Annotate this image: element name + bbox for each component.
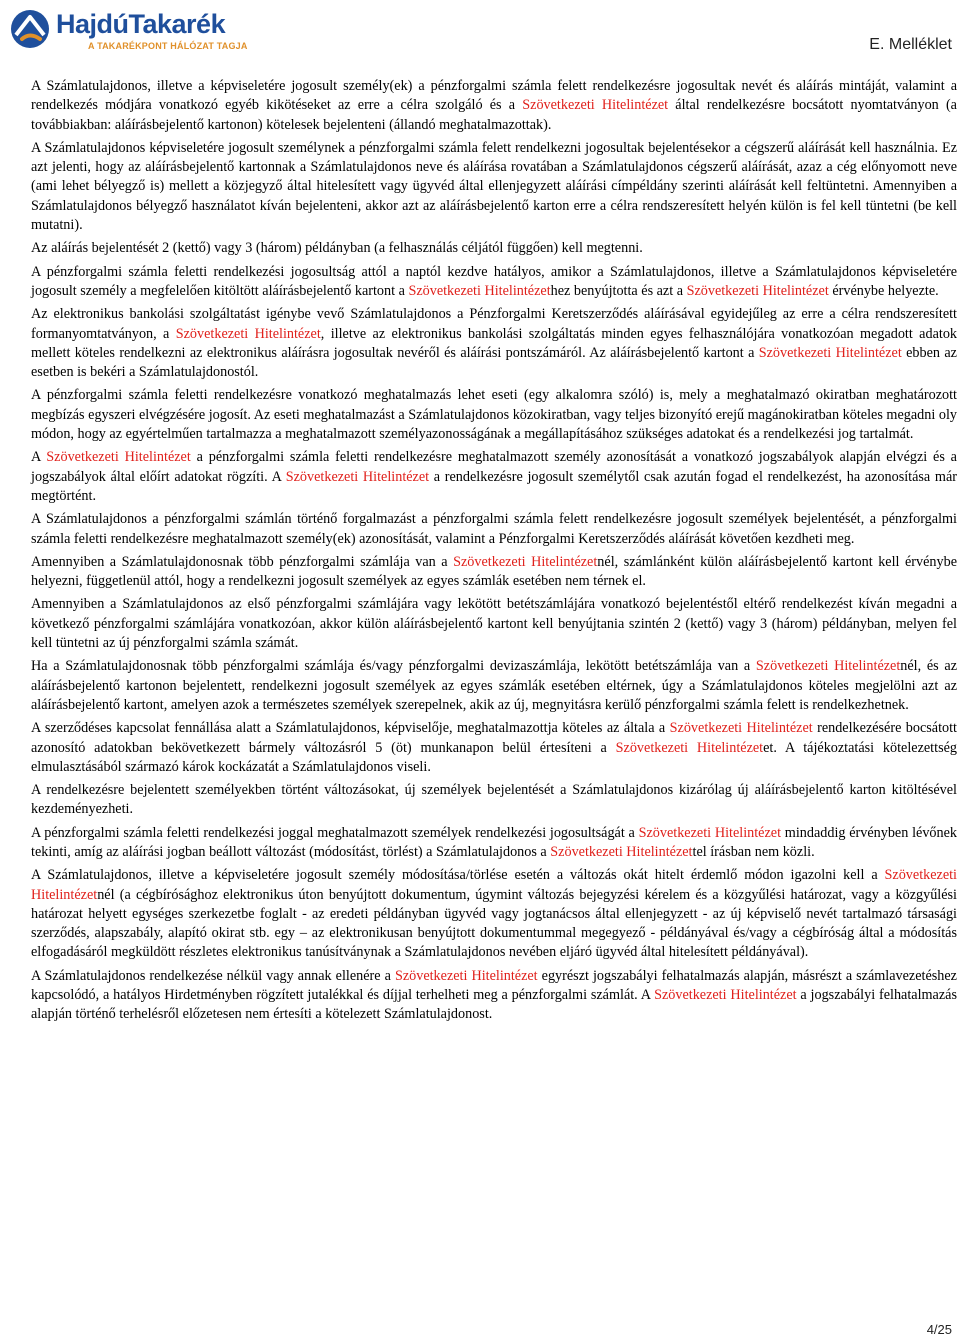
body-paragraph	[31, 305, 957, 382]
body-paragraph	[31, 386, 957, 444]
institution-name-highlight: Szövetkezeti Hitelintézet	[550, 843, 693, 860]
institution-name-highlight: Szövetkezeti Hitelintézet	[408, 282, 551, 299]
institution-name-highlight: Szövetkezeti Hitelintézet	[453, 553, 598, 570]
body-paragraph	[31, 657, 957, 715]
document-body	[31, 77, 957, 1029]
paragraph-text: , illetve az elektronikus bankolási szolgáltatás minden egyes felhasználójára vonatkozóan megadott adatok mellett köteles rendelkezni az elektronikus aláírásra jogosultak nevéről és aláírási pontszámáról. Az aláírásbejelentő kartont a	[31, 325, 958, 361]
annex-label: E. Melléklet	[869, 36, 952, 53]
body-paragraph	[31, 77, 957, 135]
institution-name-highlight: Szövetkezeti Hitelintézet	[755, 658, 901, 675]
paragraph-text: A pénzforgalmi számla feletti rendelkezési jogosultság attól a naptól kezdve hatályos, amikor a Számlatulajdonos, illetve a Számlatulajdonos képviseletére jogosult személy a megfelelően kitöltött aláírásbejelentő kartont a	[31, 263, 957, 299]
paragraph-text: tel írásban nem közli.	[692, 843, 815, 860]
paragraph-text: nél, és az aláírásbejelentő kartonon bejelentett, rendelkezni jogosult személyek az egyes számlák esetében eltérnek, úgy a Számlatulajdonos köteles megjelölni azt az aláírásbejelentő kartont, amelyen azok a természetes személyek szerepelnek, akik az új, megnyitásra kerülő pénzforgalmi számla felett is rendelkezhetnek.	[31, 658, 957, 713]
paragraph-text: Amennyiben a Számlatulajdonos az első pénzforgalmi számlájára vagy lekötött betétszámlájára vonatkozó bejelentéstől eltérő rendelkezést kíván megadni a következő pénzforgalmi számlájára vonatkozóan, akkor külön aláírásbejelentő kartont kell benyújtania szintén 2 (kettő) vagy 3 (három) példányban, melyen fel kell tüntetni az új pénzforgalmi számla számát.	[31, 596, 957, 652]
body-paragraph	[31, 139, 957, 235]
hajdu-takarek-logo	[8, 8, 248, 54]
paragraph-text: A Számlatulajdonos a pénzforgalmi számlán történő forgalmazást a pénzforgalmi számla felett rendelkezésre jogosult személyek bejelentését, a pénzforgalmi számla feletti rendelkezésre meghatalmazott személy(ek) azonosítását, valamint a Pénzforgalmi Keretszerződés aláírását követően kezdheti meg.	[31, 511, 957, 547]
paragraph-text: A Számlatulajdonos, illetve a képviseletére jogosult személy(ek) a pénzforgalmi számla felett rendelkezésre jogosultak nevét és aláírás mintáját, valamint a rendelkezés módjára vonatkozó egyéb kikötéseket az erre a célra szolgáló és a	[31, 78, 957, 114]
paragraph-text: Az aláírás bejelentését 2 (kettő) vagy 3 (három) példányban (a felhasználás céljától függően) kell megtenni.	[31, 240, 643, 257]
paragraph-text: Az elektronikus bankolási szolgáltatást igénybe vevő Számlatulajdonos a Pénzforgalmi Keretszerződés aláírásával egyidejűleg az erre a célra rendszeresített formanyomtatványon, a	[31, 306, 957, 342]
paragraph-text: Ha a Számlatulajdonosnak több pénzforgalmi számlája és/vagy pénzforgalmi devizaszámlája, lekötött betétszámlája van a	[31, 658, 756, 675]
body-paragraph	[31, 595, 957, 653]
body-paragraph	[31, 510, 957, 549]
logo-wordmark	[56, 9, 225, 39]
paragraph-text: A pénzforgalmi számla feletti rendelkezési joggal meghatalmazott személyek rendelkezési jogosultságát a	[31, 824, 639, 841]
logo-name-part1: Hajdú	[56, 9, 129, 39]
paragraph-text: et. A tájékoztatási kötelezettség elmulasztásából származó károk kockázatát a Számlatulajdonos viseli.	[31, 739, 957, 775]
body-paragraph	[31, 824, 957, 863]
body-paragraph	[31, 866, 957, 962]
paragraph-text: rendelkezésére bocsátott azonosító adatokban bekövetkezett bármely változásról 5 (öt) munkanapon belül értesíteni a	[31, 720, 957, 756]
body-paragraph	[31, 719, 957, 777]
institution-name-highlight: Szövetkezeti Hitelintézet	[686, 282, 829, 299]
body-paragraph	[31, 781, 957, 820]
paragraph-text: A pénzforgalmi számla feletti rendelkezésre vonatkozó meghatalmazás lehet eseti (egy alkalomra szóló) is, mely a meghatalmazó okiratban meghatározott megbízás egyszeri elvégzésére jogosít. Az eseti meghatalmazást a Számlatulajdonos közokiratban, vagy teljes bizonyító erejű magánokiratban köteles megadni oly módon, hogy az egyértelműen tartalmazza a meghatalmazott személyazonosságának a megállapításához szükséges adatokat és a rendelkezési jog tartalmát.	[31, 387, 957, 443]
paragraph-text: A Számlatulajdonos rendelkezése nélkül vagy annak ellenére a	[31, 967, 395, 984]
institution-name-highlight: Szövetkezeti Hitelintézet	[638, 824, 782, 841]
institution-name-highlight: Szövetkezeti Hitelintézet	[46, 449, 191, 466]
paragraph-text: mindaddig érvényben lévőnek tekinti, amíg az aláírási jogban beállott változást (módosítást, törlést) a Számlatulajdonos a	[31, 824, 957, 860]
paragraph-text: ebben az esetben is bekéri a Számlatulajdonostól.	[31, 344, 957, 381]
paragraph-text: nél (a cégbírósághoz elektronikus úton benyújtott dokumentum, úgymint változás bejegyzési kérelem és a közgyűlési határozat, vagy a közgyűlési határozat helyett egységes szerkezetbe foglalt - az eredeti példányban ügyvéd vagy jogtanácsos által ellenjegyzett - az új képviselő nevét tartalmazó társasági szerződés, alapszabály, alapító okirat stb. egy – az elektronikusan benyújtott dokumentummal megegyező - példányával és/vagy a cégbíróság által a módosítás elfogadásáról megküldött részletes elektronikus tanúsítványnak a Számlatulajdonos nevében eljáró ügyvéd által hitelesített példányával).	[31, 886, 957, 961]
paragraph-text: a rendelkezésre jogosult személytől csak azután fogad el rendelkezést, ha azonosítása már megtörtént.	[31, 468, 957, 504]
body-paragraph	[31, 553, 957, 592]
logo-mark-icon	[8, 8, 54, 54]
body-paragraph	[31, 239, 957, 258]
paragraph-text: A szerződéses kapcsolat fennállása alatt a Számlatulajdonos, képviselője, meghatalmazottja köteles az általa a	[31, 720, 670, 737]
paragraph-text: A Számlatulajdonos képviseletére jogosult személynek a pénzforgalmi számla felett rendelkezni jogosultak bejelentésekor a cégszerű aláírását kell használnia. Ez azt jelenti, hogy az aláírásbejelentő kartonnak a Számlatulajdonos neve és aláírása rovatában a Számlatulajdonos cégszerű aláírását, azaz a cég előnyomott neve (ami lehet bélyegző is) mellett a közjegyző által hitelesített vagy ügyvéd által ellenjegyzett aláírási címpéldány szerinti aláírását kell feltüntetni. Amennyiben a Számlatulajdonos bélyegző használatot kíván bejelenteni, akkor azt az aláírásbejelentő karton erre a célra rendszeresített helyén külön is fel kell tüntetni (be kell mutatni).	[31, 139, 957, 234]
institution-name-highlight: Szövetkezeti Hitelintézet	[669, 720, 813, 737]
institution-name-highlight: Szövetkezeti Hitelintézet	[522, 97, 669, 114]
body-paragraph	[31, 263, 957, 302]
paragraph-text: Amennyiben a Számlatulajdonosnak több pénzforgalmi számlája van a	[31, 553, 454, 570]
page-number: 4/25	[926, 1322, 952, 1337]
paragraph-text: által rendelkezésre bocsátott nyomtatványon (a továbbiakban: aláírásbejelentő kartonon) kötelesek bejelenteni (állandó meghatalmazottak).	[31, 97, 957, 133]
paragraph-text: A rendelkezésre bejelentett személyekben történt változásokat, új személyek bejelentését a Számlatulajdonos kizárólag új aláírásbejelentő karton kitöltésével kezdeményezheti.	[31, 782, 957, 818]
institution-name-highlight: Szövetkezeti Hitelintézet	[285, 468, 430, 485]
paragraph-text: érvénybe helyezte.	[828, 282, 939, 299]
paragraph-text: nél, számlánként külön aláírásbejelentő kartont kell érvénybe helyezni, függetlenül attól, hogy a rendelkezni jogosult személyek az egyes számlák esetében nem térnek el.	[31, 553, 957, 590]
paragraph-text: A Számlatulajdonos, illetve a képviseletére jogosult személy módosítása/törlése esetén a változás okát hitelt érdemlő módon igazolni kell a	[31, 867, 885, 884]
logo-tagline: A TAKARÉKPONT HÁLÓZAT TAGJA	[88, 41, 248, 51]
institution-name-highlight: Szövetkezeti Hitelintézet	[615, 739, 764, 756]
paragraph-text: egyrészt jogszabályi felhatalmazás alapján, másrészt a számlavezetéshez kapcsolódó, a hatályos Hirdetményben rögzített jutalékkal és díjjal terhelheti meg a pénzforgalmi számlát. A	[31, 967, 957, 1004]
institution-name-highlight: Szövetkezeti Hitelintézet	[31, 867, 957, 903]
institution-name-highlight: Szövetkezeti Hitelintézet	[758, 344, 902, 361]
institution-name-highlight: Szövetkezeti Hitelintézet	[394, 967, 538, 984]
paragraph-text: A	[31, 449, 47, 466]
paragraph-text: a jogszabályi felhatalmazás alapján történő terhelésről előzetesen nem értesíti a kötelezett Számlatulajdonost.	[31, 987, 957, 1023]
logo-name-part2: Takarék	[128, 9, 226, 39]
paragraph-text: hez benyújtotta és azt a	[550, 282, 687, 299]
institution-name-highlight: Szövetkezeti Hitelintézet	[654, 987, 797, 1004]
paragraph-text: a pénzforgalmi számla feletti rendelkezésre meghatalmazott személy azonosítását a vonatkozó jogszabályok alapján elvégzi és a jogszabályok által előírt adatokat rögzíti. A	[31, 449, 957, 485]
body-paragraph	[31, 448, 957, 506]
institution-name-highlight: Szövetkezeti Hitelintézet	[175, 325, 321, 342]
body-paragraph	[31, 967, 957, 1025]
